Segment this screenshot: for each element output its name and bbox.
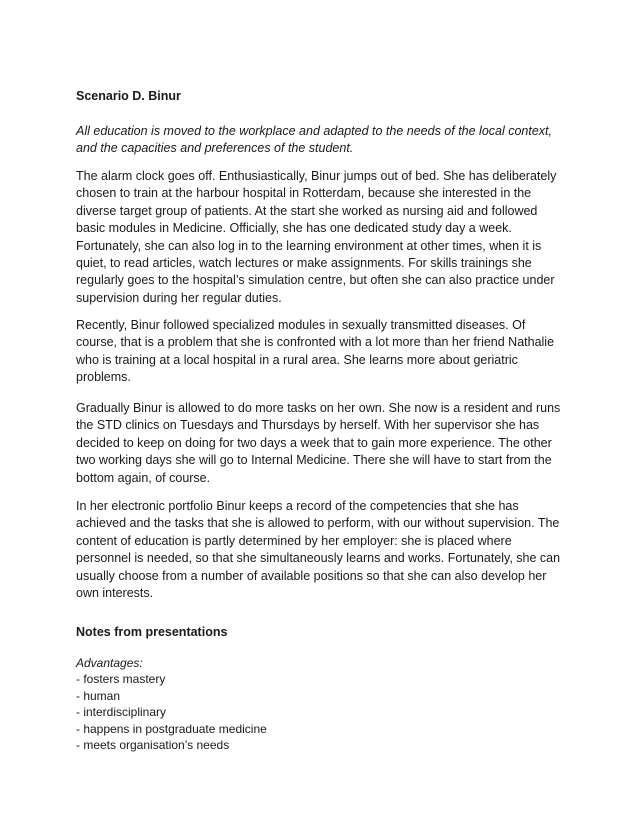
paragraph-1: The alarm clock goes off. Enthusiastically, Binur jumps out of bed. She has deliberately chosen to train at the harbour hospital in Rotterdam, because she interested in the diverse target group of patients. At the start she worked as nursing aid and followed basic modules in Medicine. Officially, she has one dedicated study day a week. Fortunately, she can also log in to the learning environment at other times, when it is quiet, to read articles, watch lectures or make assignments. For skills trainings she regularly goes to the hospital’s simulation centre, but often she can also practice under supervision during her regular duties. [76, 169, 557, 305]
paragraph-4: In her electronic portfolio Binur keeps a record of the competencies that she has achieved and the tasks that she is allowed to perform, with our without supervision. The content of education is partly determined by her employer: she is placed where personnel is needed, so that she simultaneously learns and works. Fortunately, she can usually choose from a number of available positions so that she can also develop her own interests. [76, 499, 561, 601]
list-item: - fosters mastery [76, 672, 166, 686]
list-item: - happens in postgraduate medicine [76, 721, 267, 736]
notes-heading: Notes from presentations [76, 625, 228, 639]
advantages-label: Advantages: [76, 656, 143, 670]
list-item: - meets organisation’s needs [76, 738, 230, 753]
paragraph-3: Gradually Binur is allowed to do more tasks on her own. She now is a resident and runs the STD clinics on Tuesdays and Thursdays by herself. With her supervisor she has decided to keep on doing for two days a week that to gain more experience. The other two working days she will go to Internal Medicine. There she will have to start from the bottom again, of course. [76, 401, 561, 485]
paragraph-2: Recently, Binur followed specialized modules in sexually transmitted diseases. Of course, that is a problem that she is confronted with a lot more than her friend Nathalie who is training at a local hospital in a rural area. She learns more about geriatric problems. [76, 318, 555, 385]
advantages-list [76, 671, 267, 754]
scenario-intro: All education is moved to the workplace and adapted to the needs of the local context, and the capacities and preferences of the student. [76, 124, 553, 156]
list-item: - interdisciplinary [76, 705, 167, 720]
list-item: - human [76, 688, 121, 703]
scenario-title: Scenario D. Binur [76, 89, 181, 103]
